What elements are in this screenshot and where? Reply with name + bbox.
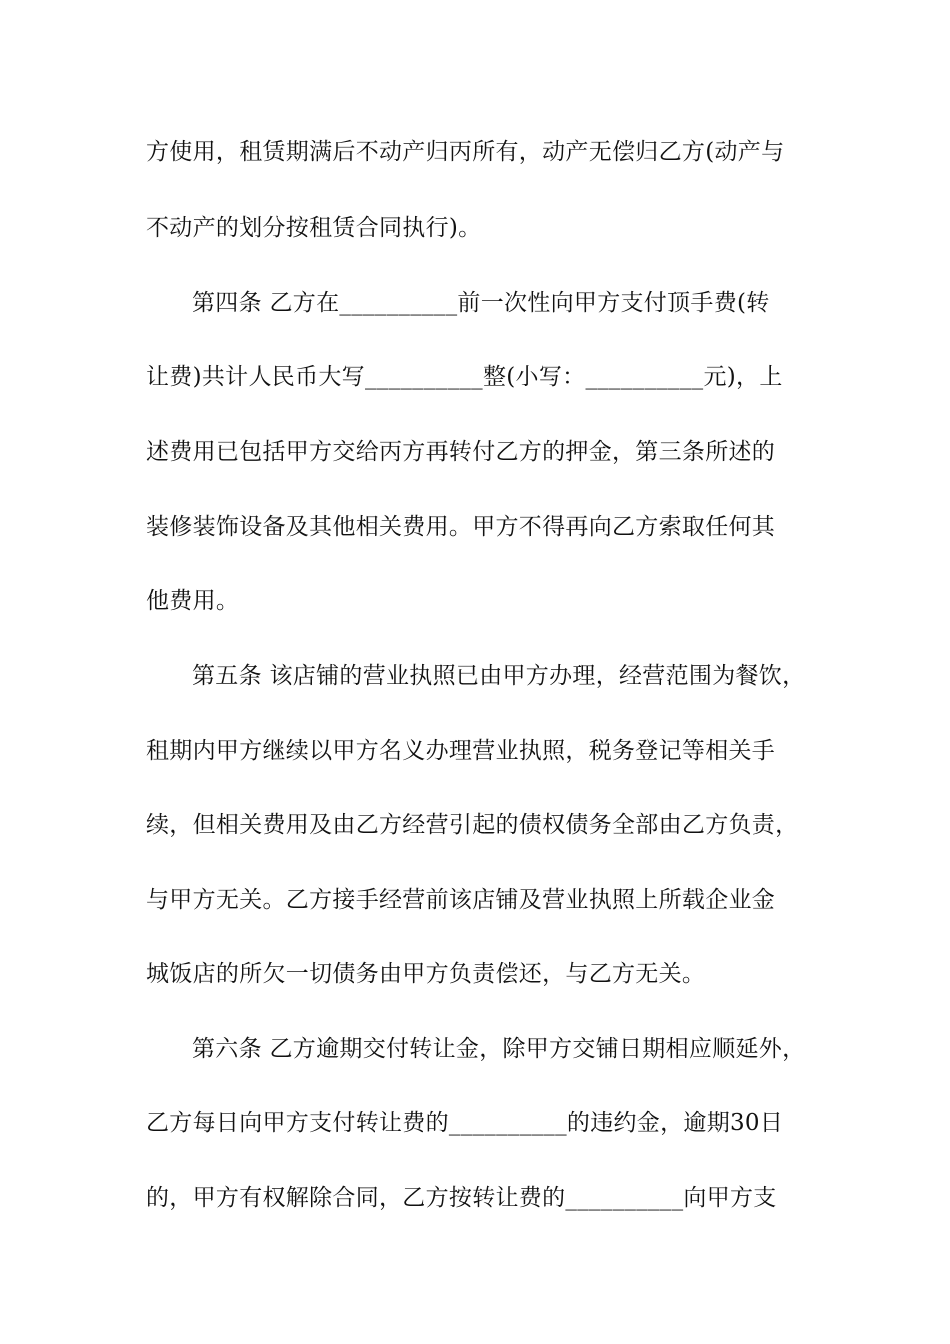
text-line: 述费用已包括甲方交给丙方再转付乙方的押金，第三条所述的 [146, 439, 776, 465]
text-line: 让费)共计人民币大写__________整(小写：__________元)，上 [146, 364, 783, 390]
article-4-heading-line: 第四条 乙方在__________前一次性向甲方支付顶手费(转 [192, 290, 770, 316]
article-6-heading-line: 第六条 乙方逾期交付转让金，除甲方交铺日期相应顺延外， [192, 1036, 806, 1062]
article-5-heading-line: 第五条 该店铺的营业执照已由甲方办理，经营范围为餐饮， [192, 663, 806, 689]
text-line: 方使用，租赁期满后不动产归丙所有，动产无偿归乙方(动产与 [146, 139, 785, 165]
text-line: 租期内甲方继续以甲方名义办理营业执照，税务登记等相关手 [146, 738, 776, 764]
text-line: 乙方每日向甲方支付转让费的__________的违约金，逾期30日 [146, 1110, 784, 1136]
text-line: 他费用。 [146, 588, 240, 614]
text-line: 续，但相关费用及由乙方经营引起的债权债务全部由乙方负责， [146, 812, 799, 838]
text-line: 装修装饰设备及其他相关费用。甲方不得再向乙方索取任何其 [146, 514, 776, 540]
text-line: 城饭店的所欠一切债务由甲方负责偿还，与乙方无关。 [146, 961, 706, 987]
text-line: 的，甲方有权解除合同，乙方按转让费的__________向甲方支 [146, 1185, 777, 1211]
text-line: 与甲方无关。乙方接手经营前该店铺及营业执照上所载企业金 [146, 887, 776, 913]
text-line: 不动产的划分按租赁合同执行)。 [146, 215, 482, 241]
